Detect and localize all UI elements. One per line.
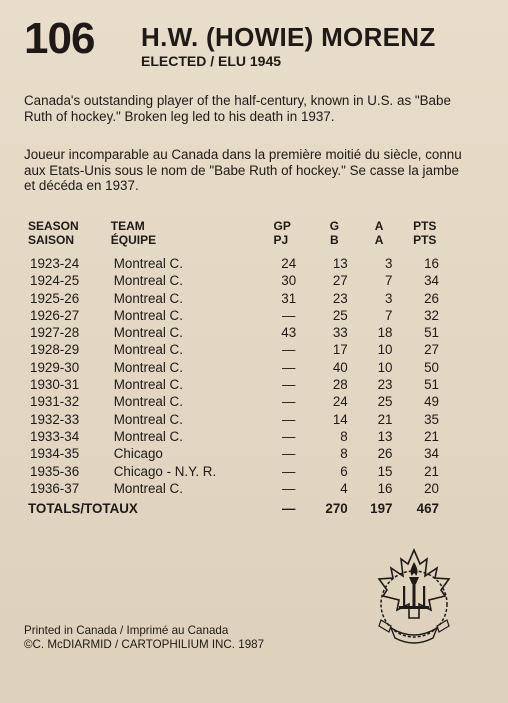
gp-cell: 31 bbox=[281, 290, 297, 306]
team-cell: Chicago bbox=[113, 446, 163, 462]
season-cell: 1927-28 bbox=[30, 325, 80, 341]
stats-row bbox=[28, 272, 448, 289]
points-cell: 49 bbox=[424, 394, 439, 410]
goals-cell: 14 bbox=[332, 411, 348, 427]
assists-cell: 23 bbox=[377, 377, 393, 393]
assists-cell: 26 bbox=[377, 446, 393, 462]
header-points-en: PTS bbox=[413, 219, 437, 233]
gp-cell: — bbox=[282, 342, 296, 358]
gp-cell: — bbox=[282, 307, 296, 323]
points-cell: 51 bbox=[424, 377, 439, 393]
gp-cell: — bbox=[282, 359, 296, 375]
goals-cell: 8 bbox=[340, 428, 348, 444]
stats-header-row bbox=[28, 220, 448, 255]
points-cell: 20 bbox=[424, 480, 439, 496]
stats-row bbox=[28, 376, 448, 393]
header-season-fr: SAISON bbox=[28, 232, 75, 247]
footer bbox=[24, 624, 264, 651]
totals-goals: 270 bbox=[325, 501, 348, 517]
gp-cell: 30 bbox=[281, 273, 297, 289]
header-assists-fr: A bbox=[374, 232, 384, 247]
stats-row bbox=[28, 463, 448, 480]
season-cell: 1933-34 bbox=[30, 428, 80, 444]
team-cell: Montreal C. bbox=[113, 256, 183, 271]
points-cell: 32 bbox=[424, 307, 439, 323]
team-cell: Chicago - N.Y. R. bbox=[113, 463, 217, 479]
bio-french: Joueur incomparable au Canada dans la première moitié du siècle, connu aux Etats-Unis sous le nom de "Babe Ruth of hockey." Se casse la jambe et décéda en 1937. bbox=[24, 147, 462, 193]
team-cell: Montreal C. bbox=[113, 428, 183, 444]
header-assists-en: A bbox=[374, 219, 384, 233]
header-team bbox=[111, 220, 266, 255]
player-name: H.W. (HOWIE) MORENZ bbox=[141, 22, 436, 52]
gp-cell: — bbox=[282, 428, 296, 444]
season-cell: 1936-37 bbox=[30, 480, 80, 496]
assists-cell: 18 bbox=[377, 325, 393, 341]
season-cell: 1923-24 bbox=[30, 256, 80, 271]
stats-row bbox=[28, 341, 448, 358]
season-cell: 1935-36 bbox=[30, 463, 80, 479]
season-cell: 1925-26 bbox=[30, 290, 80, 306]
header-goals-en: G bbox=[329, 219, 340, 233]
points-cell: 16 bbox=[424, 256, 439, 271]
assists-cell: 13 bbox=[377, 428, 393, 444]
team-cell: Montreal C. bbox=[113, 273, 183, 289]
stats-table bbox=[28, 220, 448, 517]
header-season bbox=[28, 220, 111, 255]
goals-cell: 33 bbox=[332, 325, 348, 341]
points-cell: 21 bbox=[424, 428, 439, 444]
header-gp-en: GP bbox=[273, 219, 291, 233]
points-cell: 51 bbox=[424, 325, 439, 341]
totals-label: TOTALS/TOTAUX bbox=[28, 501, 138, 517]
season-cell: 1934-35 bbox=[30, 446, 80, 462]
season-cell: 1929-30 bbox=[30, 359, 80, 375]
printed-in-canada: Printed in Canada / Imprimé au Canada bbox=[24, 624, 229, 637]
copyright: ©C. McDIARMID / CARTOPHILIUM INC. 1987 bbox=[24, 637, 265, 651]
header-points-fr: PTS bbox=[413, 232, 437, 247]
goals-cell: 13 bbox=[332, 256, 348, 271]
goals-cell: 4 bbox=[340, 480, 348, 496]
stats-row bbox=[28, 393, 448, 410]
stats-body bbox=[28, 255, 448, 497]
season-cell: 1924-25 bbox=[30, 273, 80, 289]
totals-row bbox=[28, 497, 448, 517]
assists-cell: 21 bbox=[377, 411, 393, 427]
assists-cell: 3 bbox=[385, 290, 393, 306]
stats-row bbox=[28, 255, 448, 272]
stats-row bbox=[28, 428, 448, 445]
header-team-en: TEAM bbox=[110, 219, 145, 233]
goals-cell: 27 bbox=[332, 273, 348, 289]
team-cell: Montreal C. bbox=[113, 377, 183, 393]
gp-cell: — bbox=[282, 411, 296, 427]
team-cell: Montreal C. bbox=[113, 359, 183, 375]
team-cell: Montreal C. bbox=[113, 342, 183, 358]
gp-cell: — bbox=[282, 463, 296, 479]
stats-row bbox=[28, 359, 448, 376]
goals-cell: 25 bbox=[332, 307, 348, 323]
header-goals-fr: B bbox=[330, 232, 339, 247]
team-cell: Montreal C. bbox=[113, 480, 183, 496]
header-goals bbox=[312, 220, 357, 255]
points-cell: 34 bbox=[424, 446, 439, 462]
card-number: 106 bbox=[24, 14, 95, 63]
gp-cell: — bbox=[282, 446, 296, 462]
header-gp-fr: PJ bbox=[273, 232, 289, 247]
stats-row bbox=[28, 324, 448, 341]
header-team-fr: ÉQUIPE bbox=[110, 232, 157, 247]
elected-year: ELECTED / ELU 1945 bbox=[141, 53, 282, 69]
stats-row bbox=[28, 480, 448, 497]
gp-cell: 24 bbox=[281, 256, 297, 271]
assists-cell: 10 bbox=[377, 342, 393, 358]
assists-cell: 25 bbox=[377, 394, 393, 410]
goals-cell: 17 bbox=[332, 342, 348, 358]
stats-row bbox=[28, 307, 448, 324]
season-cell: 1930-31 bbox=[30, 377, 80, 393]
stats-row bbox=[28, 445, 448, 462]
season-cell: 1931-32 bbox=[30, 394, 80, 410]
goals-cell: 40 bbox=[332, 359, 348, 375]
assists-cell: 16 bbox=[377, 480, 393, 496]
points-cell: 35 bbox=[424, 411, 439, 427]
assists-cell: 10 bbox=[377, 359, 393, 375]
header-gp bbox=[266, 220, 312, 255]
header-season-en: SEASON bbox=[28, 219, 79, 233]
season-cell: 1926-27 bbox=[30, 307, 80, 323]
goals-cell: 8 bbox=[340, 446, 348, 462]
hall-of-fame-logo bbox=[371, 546, 457, 646]
points-cell: 27 bbox=[424, 342, 439, 358]
team-cell: Montreal C. bbox=[113, 290, 183, 306]
totals-gp: — bbox=[282, 501, 296, 517]
points-cell: 26 bbox=[424, 290, 439, 306]
gp-cell: 43 bbox=[281, 325, 297, 341]
totals-points: 467 bbox=[416, 501, 439, 517]
totals-assists: 197 bbox=[370, 501, 393, 517]
assists-cell: 3 bbox=[385, 256, 393, 271]
stats-row bbox=[28, 411, 448, 428]
team-cell: Montreal C. bbox=[113, 411, 183, 427]
goals-cell: 28 bbox=[332, 377, 348, 393]
bio-english: Canada's outstanding player of the half-century, known in U.S. as "Babe Ruth of hockey." Broken leg led to his death in 1937. bbox=[24, 93, 451, 124]
points-cell: 50 bbox=[424, 359, 439, 375]
assists-cell: 15 bbox=[377, 463, 393, 479]
goals-cell: 23 bbox=[332, 290, 348, 306]
assists-cell: 7 bbox=[385, 273, 393, 289]
hall-of-fame-logo-icon bbox=[371, 546, 457, 646]
points-cell: 34 bbox=[424, 273, 439, 289]
header-points bbox=[401, 220, 448, 255]
gp-cell: — bbox=[282, 394, 296, 410]
team-cell: Montreal C. bbox=[113, 394, 183, 410]
team-cell: Montreal C. bbox=[113, 307, 183, 323]
team-cell: Montreal C. bbox=[113, 325, 183, 341]
points-cell: 21 bbox=[424, 463, 439, 479]
header-assists bbox=[357, 220, 402, 255]
stats-row bbox=[28, 290, 448, 307]
goals-cell: 6 bbox=[340, 463, 348, 479]
goals-cell: 24 bbox=[332, 394, 348, 410]
season-cell: 1928-29 bbox=[30, 342, 80, 358]
assists-cell: 7 bbox=[385, 307, 393, 323]
gp-cell: — bbox=[282, 480, 296, 496]
season-cell: 1932-33 bbox=[30, 411, 80, 427]
gp-cell: — bbox=[282, 377, 296, 393]
